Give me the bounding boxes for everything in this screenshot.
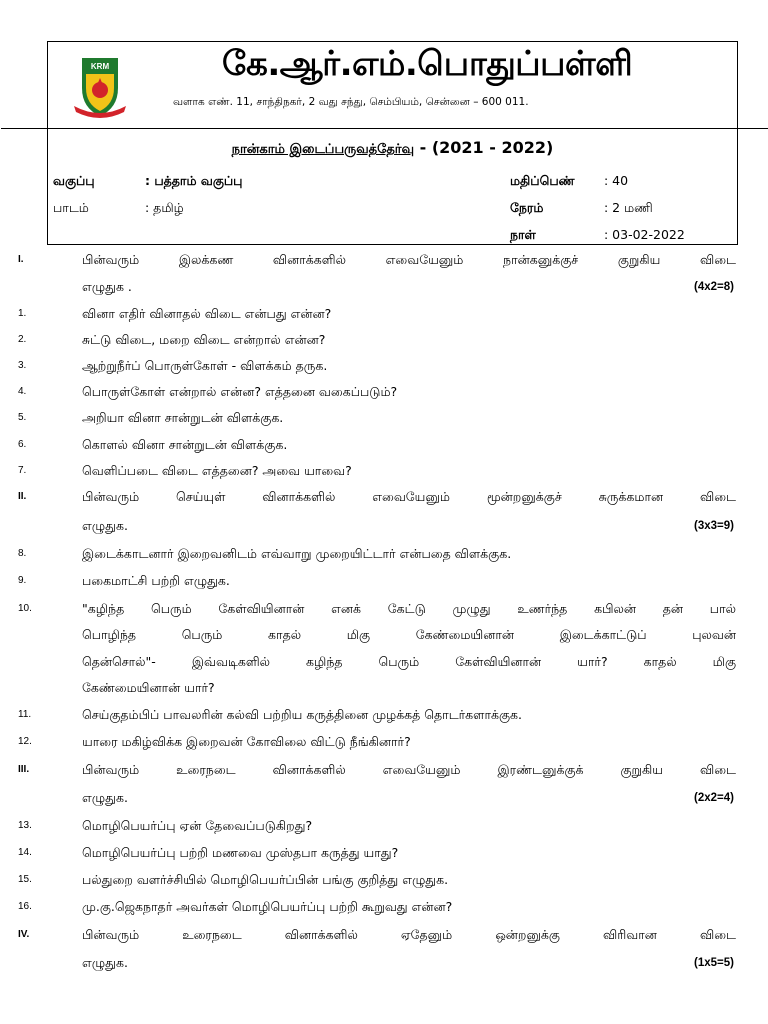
question-number: 9.	[18, 575, 27, 586]
marks-badge: (2x2=4)	[694, 792, 734, 804]
question-text: பின்வரும் செய்யுள் வினாக்களில் எவையேனும் மூன்றனுக்குச் சுருக்கமான விடை	[82, 489, 736, 504]
question-number: 6.	[18, 439, 27, 450]
question-text: அறியா வினா சான்றுடன் விளக்குக.	[82, 410, 284, 425]
school-logo-icon	[68, 54, 132, 118]
section-heading	[0, 486, 768, 511]
question-text: பின்வரும் உரைநடை வினாக்களில் எவையேனும் இரண்டனுக்குக் குறுகிய விடை	[82, 762, 736, 777]
time-value: : 2 மணி	[604, 200, 653, 215]
question-number: 2.	[18, 334, 27, 345]
question-number: 11.	[18, 709, 32, 720]
date-value: : 03-02-2022	[604, 227, 685, 242]
question-number: 7.	[18, 465, 27, 476]
section-heading	[0, 759, 768, 784]
question-item	[0, 329, 768, 354]
question-number: 10.	[18, 603, 32, 614]
question-item	[0, 434, 768, 459]
subject-label: பாடம்	[53, 200, 89, 215]
question-text: கேண்மையினான் யார்?	[82, 680, 215, 695]
section-heading-cont	[0, 952, 768, 977]
question-number: 1.	[18, 308, 27, 319]
question-text: மொழிபெயர்ப்பு பற்றி மணவை முஸ்தபா கருத்து யாது?	[82, 845, 399, 860]
school-address: வளாக எண். 11, சாந்திநகர், 2 வது சந்து, செம்பியம், சென்னை – 600 011.	[173, 96, 529, 108]
question-text: பின்வரும் இலக்கண வினாக்களில் எவையேனும் நான்கனுக்குச் குறுகிய விடை	[82, 252, 736, 267]
question-text: மு.கு.ஜெகநாதர் அவர்கள் மொழிபெயர்ப்பு பற்றி கூறுவது என்ன?	[82, 899, 453, 914]
question-text: மொழிபெயர்ப்பு ஏன் தேவைப்படுகிறது?	[82, 818, 313, 833]
question-number: II.	[18, 491, 27, 502]
question-text: செய்குதம்பிப் பாவலரின் கல்வி பற்றிய கருத்தினை முழக்கத் தொடர்களாக்குக.	[82, 707, 522, 722]
question-item	[0, 598, 768, 623]
section-heading-cont	[0, 276, 768, 301]
question-item	[0, 355, 768, 380]
question-text: ஆற்றுநீர்ப் பொருள்கோள் - விளக்கம் தருக.	[82, 358, 328, 373]
question-text: பகைமாட்சி பற்றி எழுதுக.	[82, 573, 230, 588]
school-name: கே.ஆர்.எம்.பொதுப்பள்ளி	[222, 44, 633, 84]
section-heading-cont	[0, 787, 768, 812]
question-item	[0, 842, 768, 867]
question-number: 5.	[18, 412, 27, 423]
question-number: III.	[18, 764, 30, 775]
question-text: வெளிப்படை விடை எத்தனை? அவை யாவை?	[82, 463, 352, 478]
question-item	[0, 381, 768, 406]
date-label: நாள்	[510, 227, 536, 242]
question-item	[0, 704, 768, 729]
question-item	[0, 896, 768, 921]
class-value: : பத்தாம் வகுப்பு	[145, 173, 243, 188]
question-item	[0, 570, 768, 595]
question-item-cont	[0, 677, 768, 702]
question-text: பொழிந்த பெரும் காதல் மிகு கேண்மையினான் இடைக்காட்டுப் புலவன்	[82, 627, 736, 642]
exam-name: நான்காம் இடைப்பருவத்தேர்வு	[231, 142, 415, 157]
question-text: "கழிந்த பெரும் கேள்வியினான் எனக் கேட்டு முழுது உணர்ந்த கபிலன் தன் பால்	[82, 601, 736, 616]
time-label: நேரம்	[510, 200, 544, 215]
section-heading	[0, 249, 768, 274]
exam-year: - (2021 - 2022)	[419, 138, 554, 157]
question-item	[0, 815, 768, 840]
question-text: இடைக்காடனார் இறைவனிடம் எவ்வாறு முறையிட்டார் என்பதை விளக்குக.	[82, 546, 512, 561]
question-text: யாரை மகிழ்விக்க இறைவன் கோவிலை விட்டு நீங்கினார்?	[82, 734, 411, 749]
question-text: தென்சொல்"- இவ்வடிகளில் கழிந்த பெரும் கேள்வியினான் யார்? காதல் மிகு	[82, 654, 736, 669]
question-text: பல்துறை வளர்ச்சியில் மொழிபெயர்ப்பின் பங்கு குறித்து எழுதுக.	[82, 872, 449, 887]
question-number: 13.	[18, 820, 32, 831]
subject-value: : தமிழ்	[145, 200, 184, 215]
question-item	[0, 407, 768, 432]
question-item-cont	[0, 624, 768, 649]
question-number: IV.	[18, 929, 30, 940]
exam-title	[48, 138, 737, 158]
question-number: 16.	[18, 901, 32, 912]
question-item	[0, 543, 768, 568]
question-item	[0, 731, 768, 756]
question-text: பின்வரும் உரைநடை வினாக்களில் ஏதேனும் ஒன்றனுக்கு விரிவான விடை	[82, 927, 736, 942]
question-number: 12.	[18, 736, 32, 747]
question-text: எழுதுக.	[82, 790, 128, 805]
question-number: 15.	[18, 874, 32, 885]
svg-text:KRM: KRM	[90, 62, 110, 71]
divider	[1, 128, 768, 129]
question-item	[0, 303, 768, 328]
question-number: I.	[18, 254, 24, 265]
section-heading-cont	[0, 515, 768, 540]
header-box	[47, 41, 738, 245]
marks-badge: (1x5=5)	[694, 957, 734, 969]
question-item	[0, 460, 768, 485]
question-text: எழுதுக.	[82, 518, 128, 533]
question-text: எழுதுக .	[82, 279, 132, 294]
question-number: 3.	[18, 360, 27, 371]
section-heading	[0, 924, 768, 949]
marks-value: : 40	[604, 173, 629, 188]
class-label: வகுப்பு	[53, 173, 95, 188]
question-item	[0, 869, 768, 894]
question-text: பொருள்கோள் என்றால் என்ன? எத்தனை வகைப்படும்?	[82, 384, 398, 399]
question-item-cont	[0, 651, 768, 676]
question-text: வினா எதிர் வினாதல் விடை என்பது என்ன?	[82, 306, 332, 321]
marks-badge: (4x2=8)	[694, 281, 734, 293]
question-number: 14.	[18, 847, 32, 858]
question-text: கொளல் வினா சான்றுடன் விளக்குக.	[82, 437, 288, 452]
question-number: 4.	[18, 386, 27, 397]
question-text: சுட்டு விடை, மறை விடை என்றால் என்ன?	[82, 332, 326, 347]
question-text: எழுதுக.	[82, 955, 128, 970]
marks-label: மதிப்பெண்	[510, 173, 575, 188]
question-number: 8.	[18, 548, 27, 559]
marks-badge: (3x3=9)	[694, 520, 734, 532]
